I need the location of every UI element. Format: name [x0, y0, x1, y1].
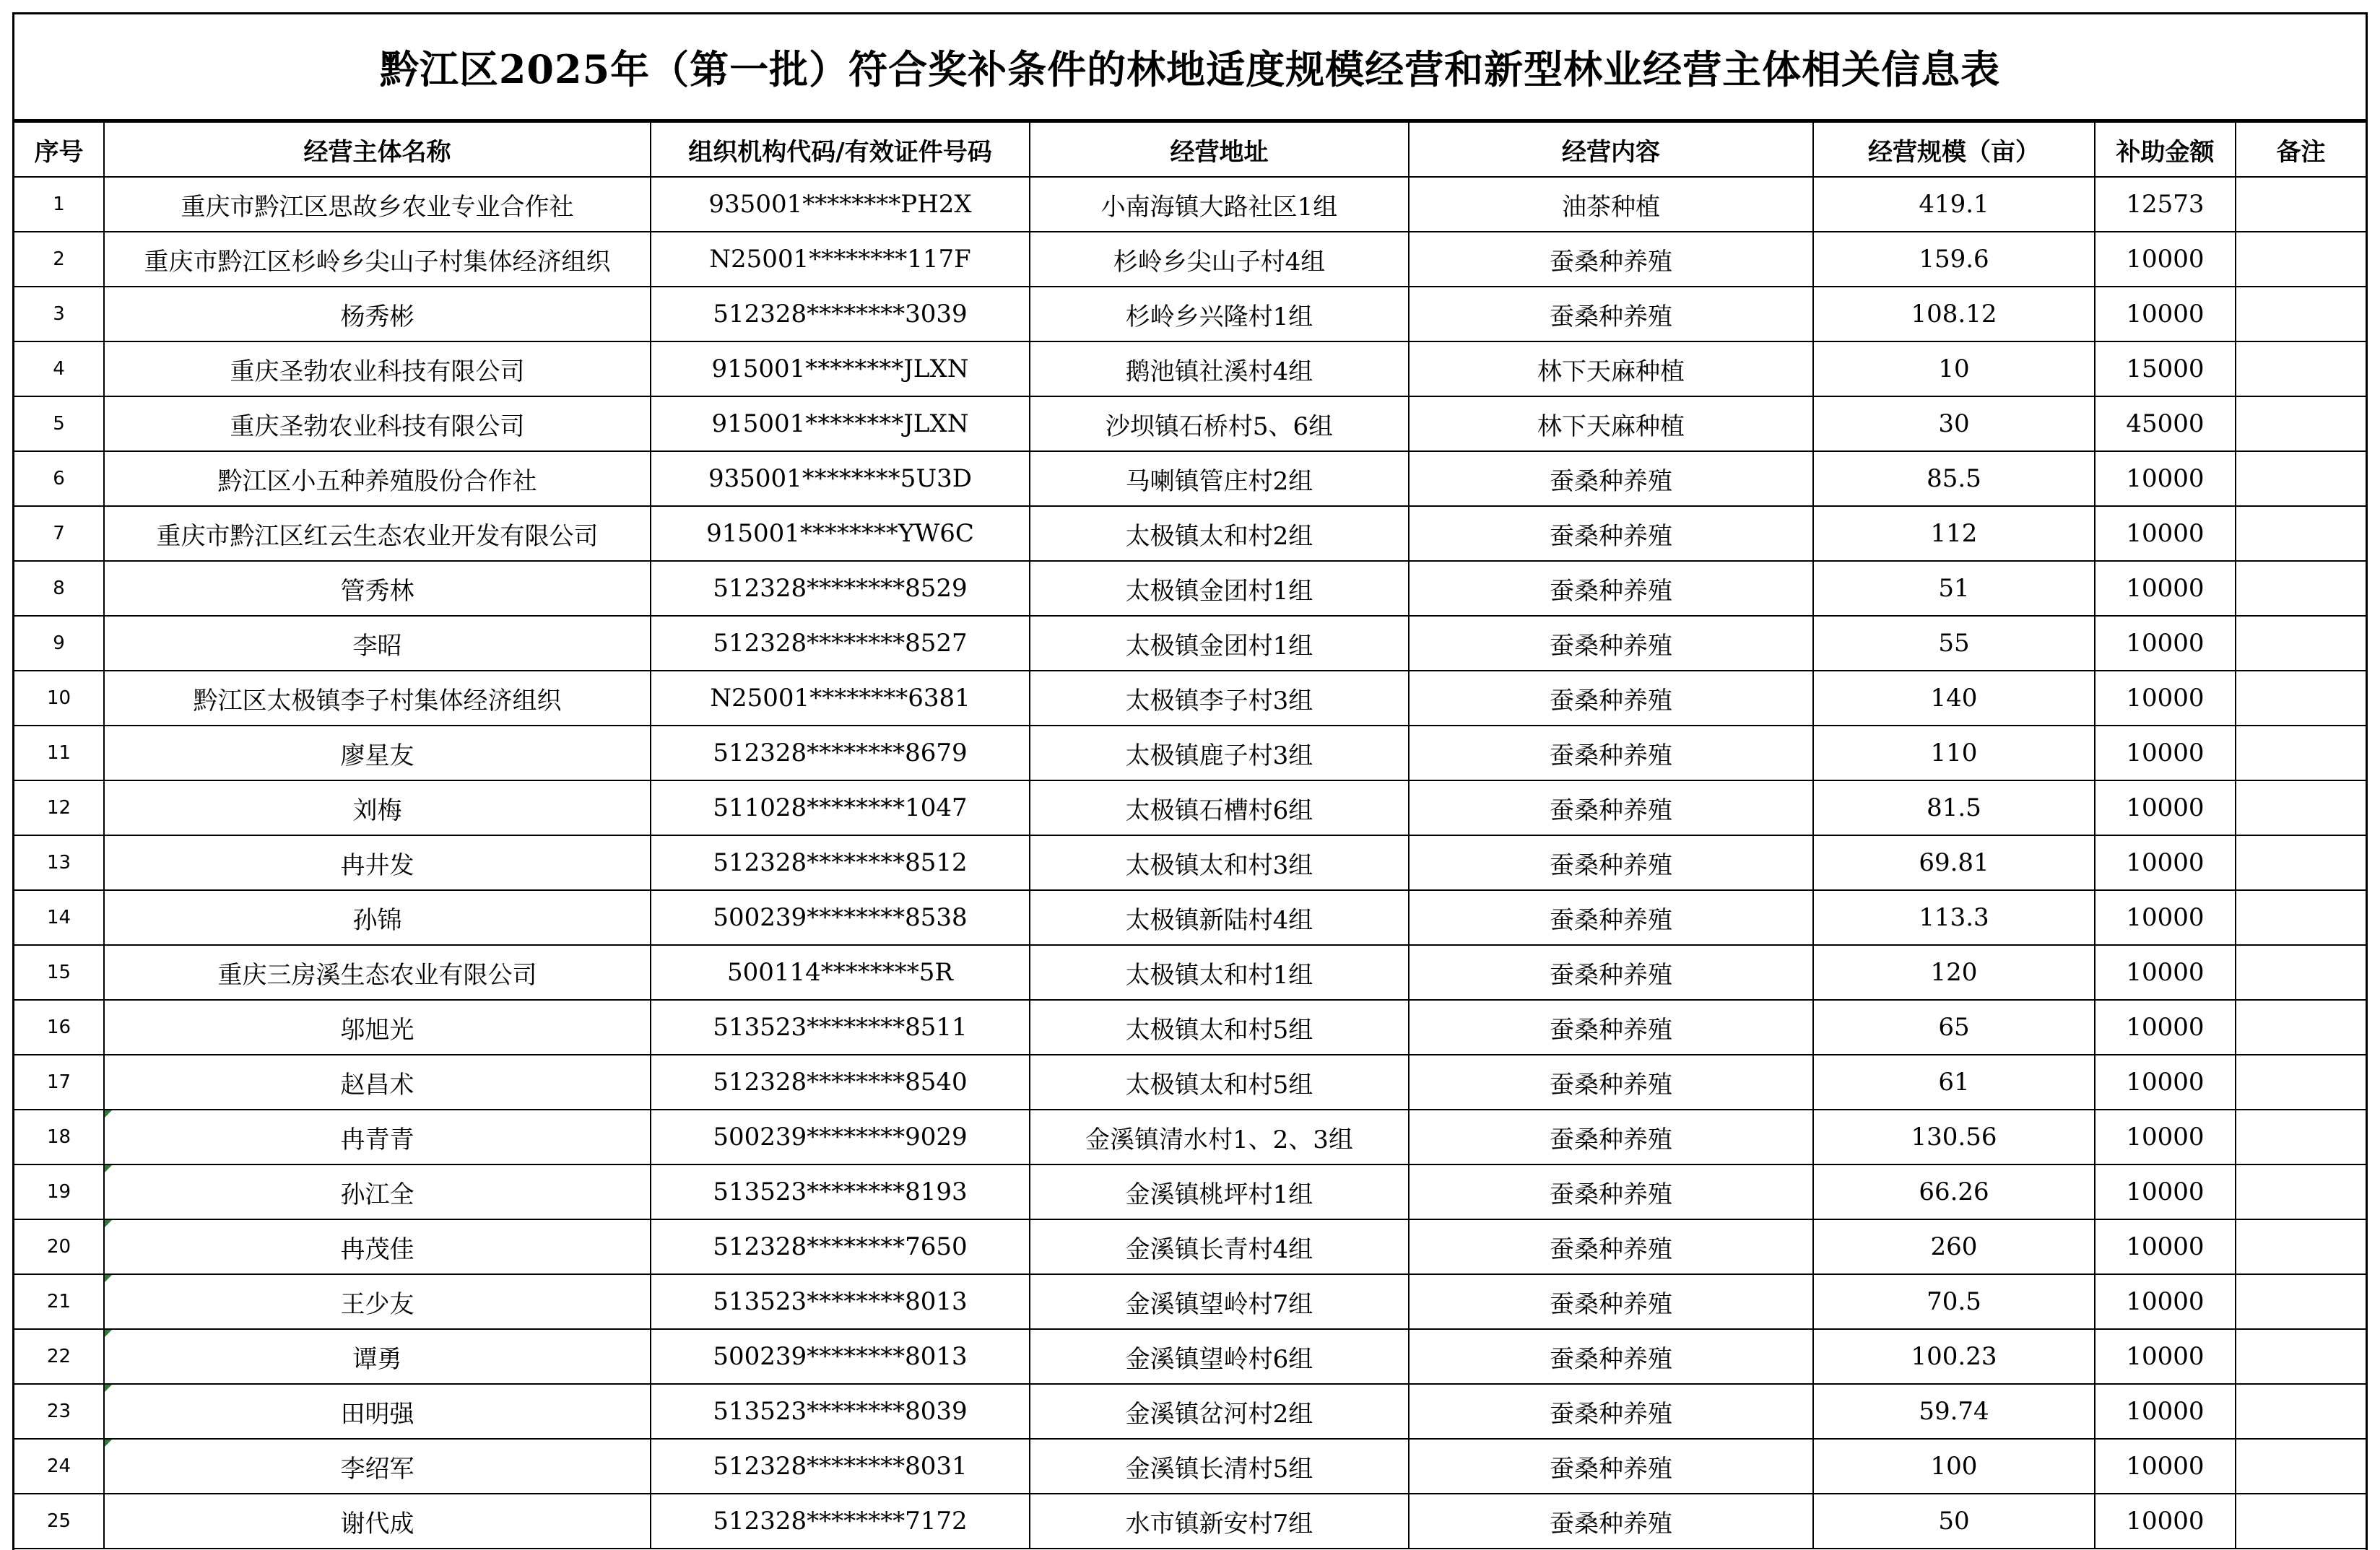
cell-address[interactable]: 金溪镇长清村5组: [1030, 1439, 1409, 1494]
cell-content[interactable]: 蚕桑种养殖: [1409, 835, 1813, 890]
cell-amount[interactable]: 10000: [2095, 561, 2236, 616]
cell-indicator-triangle: [105, 1330, 112, 1337]
table-row: [14, 1055, 2366, 1110]
cell-address[interactable]: 太极镇太和村5组: [1030, 1055, 1409, 1110]
cell-address[interactable]: 金溪镇清水村1、2、3组: [1030, 1110, 1409, 1164]
cell-amount[interactable]: 10000: [2095, 1439, 2236, 1494]
cell-scale[interactable]: 260: [1813, 1219, 2095, 1274]
cell-entity-name[interactable]: 重庆市黔江区杉岭乡尖山子村集体经济组织: [104, 232, 651, 287]
cell-org-code[interactable]: N25001********117F: [651, 232, 1030, 287]
cell-org-code[interactable]: 500239********8538: [651, 890, 1030, 945]
table-row: [14, 396, 2366, 451]
cell-amount[interactable]: 10000: [2095, 232, 2236, 287]
spreadsheet-sheet: [12, 12, 2368, 1550]
cell-address[interactable]: 太极镇太和村5组: [1030, 1000, 1409, 1055]
table-row: [14, 616, 2366, 671]
table-row: [14, 1494, 2366, 1549]
cell-entity-name[interactable]: 冉青青: [104, 1110, 651, 1164]
cell-scale[interactable]: 66.26: [1813, 1164, 2095, 1219]
cell-content[interactable]: 蚕桑种养殖: [1409, 451, 1813, 506]
cell-address[interactable]: 金溪镇岔河村2组: [1030, 1384, 1409, 1439]
table-row: [14, 1000, 2366, 1055]
cell-amount[interactable]: 10000: [2095, 780, 2236, 835]
cell-address[interactable]: 金溪镇望岭村7组: [1030, 1274, 1409, 1329]
cell-note[interactable]: [2236, 1329, 2366, 1384]
table-row: [14, 890, 2366, 945]
cell-index[interactable]: 23: [14, 1384, 104, 1439]
cell-note[interactable]: [2236, 396, 2366, 451]
cell-entity-name[interactable]: 重庆圣勃农业科技有限公司: [104, 396, 651, 451]
cell-entity-name[interactable]: 重庆三房溪生态农业有限公司: [104, 945, 651, 1000]
cell-scale[interactable]: 70.5: [1813, 1274, 2095, 1329]
table-row: [14, 561, 2366, 616]
cell-org-code[interactable]: 500239********8013: [651, 1329, 1030, 1384]
table-row: [14, 341, 2366, 396]
table-row: [14, 945, 2366, 1000]
cell-index[interactable]: 1: [14, 177, 104, 232]
cell-index[interactable]: 15: [14, 945, 104, 1000]
cell-address[interactable]: 太极镇鹿子村3组: [1030, 726, 1409, 780]
cell-org-code[interactable]: 513523********8511: [651, 1000, 1030, 1055]
header-address[interactable]: 经营地址: [1030, 122, 1409, 177]
cell-note[interactable]: [2236, 671, 2366, 726]
cell-entity-name[interactable]: 冉茂佳: [104, 1219, 651, 1274]
cell-note[interactable]: [2236, 1274, 2366, 1329]
cell-address[interactable]: 太极镇金团村1组: [1030, 561, 1409, 616]
cell-note[interactable]: [2236, 1384, 2366, 1439]
cell-note[interactable]: [2236, 1164, 2366, 1219]
cell-org-code[interactable]: 513523********8013: [651, 1274, 1030, 1329]
cell-scale[interactable]: 30: [1813, 396, 2095, 451]
cell-org-code[interactable]: 512328********8679: [651, 726, 1030, 780]
table-row: [14, 780, 2366, 835]
cell-amount[interactable]: 10000: [2095, 616, 2236, 671]
table-row: [14, 232, 2366, 287]
cell-address[interactable]: 杉岭乡尖山子村4组: [1030, 232, 1409, 287]
cell-index[interactable]: 9: [14, 616, 104, 671]
cell-scale[interactable]: 140: [1813, 671, 2095, 726]
cell-content[interactable]: 蚕桑种养殖: [1409, 1494, 1813, 1549]
cell-content[interactable]: 油茶种植: [1409, 177, 1813, 232]
cell-index[interactable]: 3: [14, 287, 104, 341]
cell-address[interactable]: 金溪镇桃坪村1组: [1030, 1164, 1409, 1219]
cell-scale[interactable]: 10: [1813, 341, 2095, 396]
cell-address[interactable]: 金溪镇长青村4组: [1030, 1219, 1409, 1274]
cell-content[interactable]: 蚕桑种养殖: [1409, 287, 1813, 341]
cell-content[interactable]: 蚕桑种养殖: [1409, 1274, 1813, 1329]
cell-entity-name[interactable]: 黔江区小五种养殖股份合作社: [104, 451, 651, 506]
cell-scale[interactable]: 130.56: [1813, 1110, 2095, 1164]
cell-address[interactable]: 杉岭乡兴隆村1组: [1030, 287, 1409, 341]
table-row: [14, 726, 2366, 780]
cell-content[interactable]: 蚕桑种养殖: [1409, 506, 1813, 561]
cell-org-code[interactable]: 512328********8512: [651, 835, 1030, 890]
cell-org-code[interactable]: 512328********7650: [651, 1219, 1030, 1274]
cell-entity-name[interactable]: 田明强: [104, 1384, 651, 1439]
cell-note[interactable]: [2236, 1110, 2366, 1164]
cell-note[interactable]: [2236, 945, 2366, 1000]
cell-address[interactable]: 太极镇金团村1组: [1030, 616, 1409, 671]
cell-entity-name[interactable]: 谭勇: [104, 1329, 651, 1384]
table-row: [14, 1219, 2366, 1274]
cell-note[interactable]: [2236, 726, 2366, 780]
cell-org-code[interactable]: 512328********8527: [651, 616, 1030, 671]
cell-scale[interactable]: 65: [1813, 1000, 2095, 1055]
table-title: 黔江区2025年（第一批）符合奖补条件的林地适度规模经营和新型林业经营主体相关信息表: [14, 14, 2366, 121]
header-index[interactable]: 序号: [14, 122, 104, 177]
cell-entity-name[interactable]: 冉井发: [104, 835, 651, 890]
cell-entity-name[interactable]: 廖星友: [104, 726, 651, 780]
cell-amount[interactable]: 10000: [2095, 1000, 2236, 1055]
cell-indicator-triangle: [105, 1275, 112, 1282]
cell-amount[interactable]: 10000: [2095, 945, 2236, 1000]
header-scale[interactable]: 经营规模（亩）: [1813, 122, 2095, 177]
cell-org-code[interactable]: 500114********5R: [651, 945, 1030, 1000]
cell-entity-name[interactable]: 重庆市黔江区思故乡农业专业合作社: [104, 177, 651, 232]
cell-entity-name[interactable]: 刘梅: [104, 780, 651, 835]
cell-content[interactable]: 林下天麻种植: [1409, 341, 1813, 396]
cell-indicator-triangle: [105, 1220, 112, 1227]
cell-amount[interactable]: 15000: [2095, 341, 2236, 396]
cell-scale[interactable]: 51: [1813, 561, 2095, 616]
cell-scale[interactable]: 59.74: [1813, 1384, 2095, 1439]
cell-address[interactable]: 金溪镇望岭村6组: [1030, 1329, 1409, 1384]
cell-note[interactable]: [2236, 1439, 2366, 1494]
cell-address[interactable]: 水市镇新安村7组: [1030, 1494, 1409, 1549]
cell-org-code[interactable]: 915001********JLXN: [651, 396, 1030, 451]
table-row: [14, 671, 2366, 726]
cell-index[interactable]: 6: [14, 451, 104, 506]
cell-scale[interactable]: 100: [1813, 1439, 2095, 1494]
cell-org-code[interactable]: 915001********YW6C: [651, 506, 1030, 561]
cell-org-code[interactable]: 512328********8540: [651, 1055, 1030, 1110]
cell-note[interactable]: [2236, 561, 2366, 616]
cell-org-code[interactable]: 513523********8193: [651, 1164, 1030, 1219]
cell-scale[interactable]: 419.1: [1813, 177, 2095, 232]
cell-amount[interactable]: 10000: [2095, 1494, 2236, 1549]
cell-org-code[interactable]: 512328********7172: [651, 1494, 1030, 1549]
cell-org-code[interactable]: 935001********5U3D: [651, 451, 1030, 506]
cell-scale[interactable]: 113.3: [1813, 890, 2095, 945]
cell-entity-name[interactable]: 黔江区太极镇李子村集体经济组织: [104, 671, 651, 726]
cell-address[interactable]: 太极镇太和村2组: [1030, 506, 1409, 561]
cell-address[interactable]: 太极镇太和村1组: [1030, 945, 1409, 1000]
cell-note[interactable]: [2236, 890, 2366, 945]
header-amount[interactable]: 补助金额: [2095, 122, 2236, 177]
cell-note[interactable]: [2236, 616, 2366, 671]
cell-entity-name[interactable]: 李绍军: [104, 1439, 651, 1494]
cell-index[interactable]: 17: [14, 1055, 104, 1110]
cell-scale[interactable]: 61: [1813, 1055, 2095, 1110]
cell-index[interactable]: 14: [14, 890, 104, 945]
cell-note[interactable]: [2236, 780, 2366, 835]
cell-note[interactable]: [2236, 341, 2366, 396]
cell-amount[interactable]: 45000: [2095, 396, 2236, 451]
cell-content[interactable]: 蚕桑种养殖: [1409, 1000, 1813, 1055]
cell-note[interactable]: [2236, 232, 2366, 287]
cell-scale[interactable]: 112: [1813, 506, 2095, 561]
header-note[interactable]: 备注: [2236, 122, 2366, 177]
cell-index[interactable]: 10: [14, 671, 104, 726]
cell-note[interactable]: [2236, 506, 2366, 561]
header-org-code[interactable]: 组织机构代码/有效证件号码: [651, 122, 1030, 177]
cell-entity-name[interactable]: 管秀林: [104, 561, 651, 616]
cell-note[interactable]: [2236, 1494, 2366, 1549]
cell-org-code[interactable]: 935001********PH2X: [651, 177, 1030, 232]
cell-amount[interactable]: 10000: [2095, 1110, 2236, 1164]
cell-scale[interactable]: 100.23: [1813, 1329, 2095, 1384]
cell-scale[interactable]: 159.6: [1813, 232, 2095, 287]
cell-entity-name[interactable]: 孙江全: [104, 1164, 651, 1219]
cell-content[interactable]: 蚕桑种养殖: [1409, 945, 1813, 1000]
cell-amount[interactable]: 10000: [2095, 1329, 2236, 1384]
cell-org-code[interactable]: 512328********3039: [651, 287, 1030, 341]
cell-entity-name[interactable]: 杨秀彬: [104, 287, 651, 341]
cell-index[interactable]: 16: [14, 1000, 104, 1055]
table-row: [14, 287, 2366, 341]
cell-content[interactable]: 蚕桑种养殖: [1409, 1219, 1813, 1274]
cell-index[interactable]: 11: [14, 726, 104, 780]
cell-org-code[interactable]: 511028********1047: [651, 780, 1030, 835]
cell-index[interactable]: 20: [14, 1219, 104, 1274]
cell-amount[interactable]: 10000: [2095, 671, 2236, 726]
table-row: [14, 177, 2366, 232]
cell-index[interactable]: 19: [14, 1164, 104, 1219]
cell-content[interactable]: 蚕桑种养殖: [1409, 1384, 1813, 1439]
cell-address[interactable]: 马喇镇管庄村2组: [1030, 451, 1409, 506]
cell-address[interactable]: 太极镇石槽村6组: [1030, 780, 1409, 835]
cell-content[interactable]: 蚕桑种养殖: [1409, 1055, 1813, 1110]
cell-entity-name[interactable]: 邬旭光: [104, 1000, 651, 1055]
cell-entity-name[interactable]: 李昭: [104, 616, 651, 671]
cell-scale[interactable]: 69.81: [1813, 835, 2095, 890]
cell-content[interactable]: 蚕桑种养殖: [1409, 671, 1813, 726]
cell-org-code[interactable]: 500239********9029: [651, 1110, 1030, 1164]
cell-content[interactable]: 林下天麻种植: [1409, 396, 1813, 451]
cell-scale[interactable]: 110: [1813, 726, 2095, 780]
cell-amount[interactable]: 10000: [2095, 890, 2236, 945]
cell-note[interactable]: [2236, 1000, 2366, 1055]
cell-index[interactable]: 5: [14, 396, 104, 451]
header-entity-name[interactable]: 经营主体名称: [104, 122, 651, 177]
cell-amount[interactable]: 10000: [2095, 1384, 2236, 1439]
cell-address[interactable]: 小南海镇大路社区1组: [1030, 177, 1409, 232]
table-row: [14, 451, 2366, 506]
cell-indicator-triangle: [105, 1385, 112, 1392]
cell-content[interactable]: 蚕桑种养殖: [1409, 726, 1813, 780]
cell-amount[interactable]: 10000: [2095, 726, 2236, 780]
cell-content[interactable]: 蚕桑种养殖: [1409, 1164, 1813, 1219]
cell-indicator-triangle: [105, 1165, 112, 1172]
header-row: [14, 122, 2366, 177]
cell-scale[interactable]: 50: [1813, 1494, 2095, 1549]
cell-index[interactable]: 21: [14, 1274, 104, 1329]
table-row: [14, 1329, 2366, 1384]
header-content[interactable]: 经营内容: [1409, 122, 1813, 177]
cell-scale[interactable]: 108.12: [1813, 287, 2095, 341]
cell-note[interactable]: [2236, 1219, 2366, 1274]
cell-note[interactable]: [2236, 177, 2366, 232]
cell-amount[interactable]: 10000: [2095, 1055, 2236, 1110]
cell-index[interactable]: 25: [14, 1494, 104, 1549]
table-row: [14, 506, 2366, 561]
cell-note[interactable]: [2236, 835, 2366, 890]
table-row: [14, 1110, 2366, 1164]
cell-address[interactable]: 沙坝镇石桥村5、6组: [1030, 396, 1409, 451]
cell-note[interactable]: [2236, 1055, 2366, 1110]
cell-scale[interactable]: 120: [1813, 945, 2095, 1000]
cell-amount[interactable]: 10000: [2095, 506, 2236, 561]
cell-note[interactable]: [2236, 287, 2366, 341]
cell-entity-name[interactable]: 孙锦: [104, 890, 651, 945]
cell-index[interactable]: 12: [14, 780, 104, 835]
cell-index[interactable]: 18: [14, 1110, 104, 1164]
cell-content[interactable]: 蚕桑种养殖: [1409, 1110, 1813, 1164]
cell-amount[interactable]: 12573: [2095, 177, 2236, 232]
cell-note[interactable]: [2236, 451, 2366, 506]
cell-address[interactable]: 太极镇新陆村4组: [1030, 890, 1409, 945]
cell-scale[interactable]: 81.5: [1813, 780, 2095, 835]
cell-scale[interactable]: 55: [1813, 616, 2095, 671]
cell-scale[interactable]: 85.5: [1813, 451, 2095, 506]
cell-entity-name[interactable]: 王少友: [104, 1274, 651, 1329]
cell-content[interactable]: 蚕桑种养殖: [1409, 232, 1813, 287]
cell-index[interactable]: 7: [14, 506, 104, 561]
cell-index[interactable]: 2: [14, 232, 104, 287]
cell-index[interactable]: 13: [14, 835, 104, 890]
cell-org-code[interactable]: 915001********JLXN: [651, 341, 1030, 396]
cell-amount[interactable]: 10000: [2095, 1274, 2236, 1329]
cell-index[interactable]: 4: [14, 341, 104, 396]
cell-address[interactable]: 太极镇太和村3组: [1030, 835, 1409, 890]
cell-amount[interactable]: 10000: [2095, 1164, 2236, 1219]
cell-address[interactable]: 太极镇李子村3组: [1030, 671, 1409, 726]
table-row: [14, 1274, 2366, 1329]
cell-entity-name[interactable]: 赵昌术: [104, 1055, 651, 1110]
cell-entity-name[interactable]: 重庆市黔江区红云生态农业开发有限公司: [104, 506, 651, 561]
cell-org-code[interactable]: 512328********8529: [651, 561, 1030, 616]
cell-amount[interactable]: 10000: [2095, 287, 2236, 341]
table-row: [14, 835, 2366, 890]
cell-content[interactable]: 蚕桑种养殖: [1409, 890, 1813, 945]
subsidy-table: [14, 121, 2366, 1549]
cell-indicator-triangle: [105, 1110, 112, 1118]
cell-content[interactable]: 蚕桑种养殖: [1409, 1439, 1813, 1494]
table-row: [14, 1164, 2366, 1219]
cell-index[interactable]: 24: [14, 1439, 104, 1494]
cell-org-code[interactable]: 513523********8039: [651, 1384, 1030, 1439]
cell-org-code[interactable]: 512328********8031: [651, 1439, 1030, 1494]
table-row: [14, 1384, 2366, 1439]
cell-entity-name[interactable]: 重庆圣勃农业科技有限公司: [104, 341, 651, 396]
cell-index[interactable]: 8: [14, 561, 104, 616]
cell-content[interactable]: 蚕桑种养殖: [1409, 616, 1813, 671]
cell-entity-name[interactable]: 谢代成: [104, 1494, 651, 1549]
cell-indicator-triangle: [105, 1440, 112, 1447]
cell-amount[interactable]: 10000: [2095, 835, 2236, 890]
table-row: [14, 1439, 2366, 1494]
cell-amount[interactable]: 10000: [2095, 1219, 2236, 1274]
cell-content[interactable]: 蚕桑种养殖: [1409, 780, 1813, 835]
cell-address[interactable]: 鹅池镇社溪村4组: [1030, 341, 1409, 396]
cell-content[interactable]: 蚕桑种养殖: [1409, 1329, 1813, 1384]
cell-org-code[interactable]: N25001********6381: [651, 671, 1030, 726]
cell-amount[interactable]: 10000: [2095, 451, 2236, 506]
cell-index[interactable]: 22: [14, 1329, 104, 1384]
cell-content[interactable]: 蚕桑种养殖: [1409, 561, 1813, 616]
